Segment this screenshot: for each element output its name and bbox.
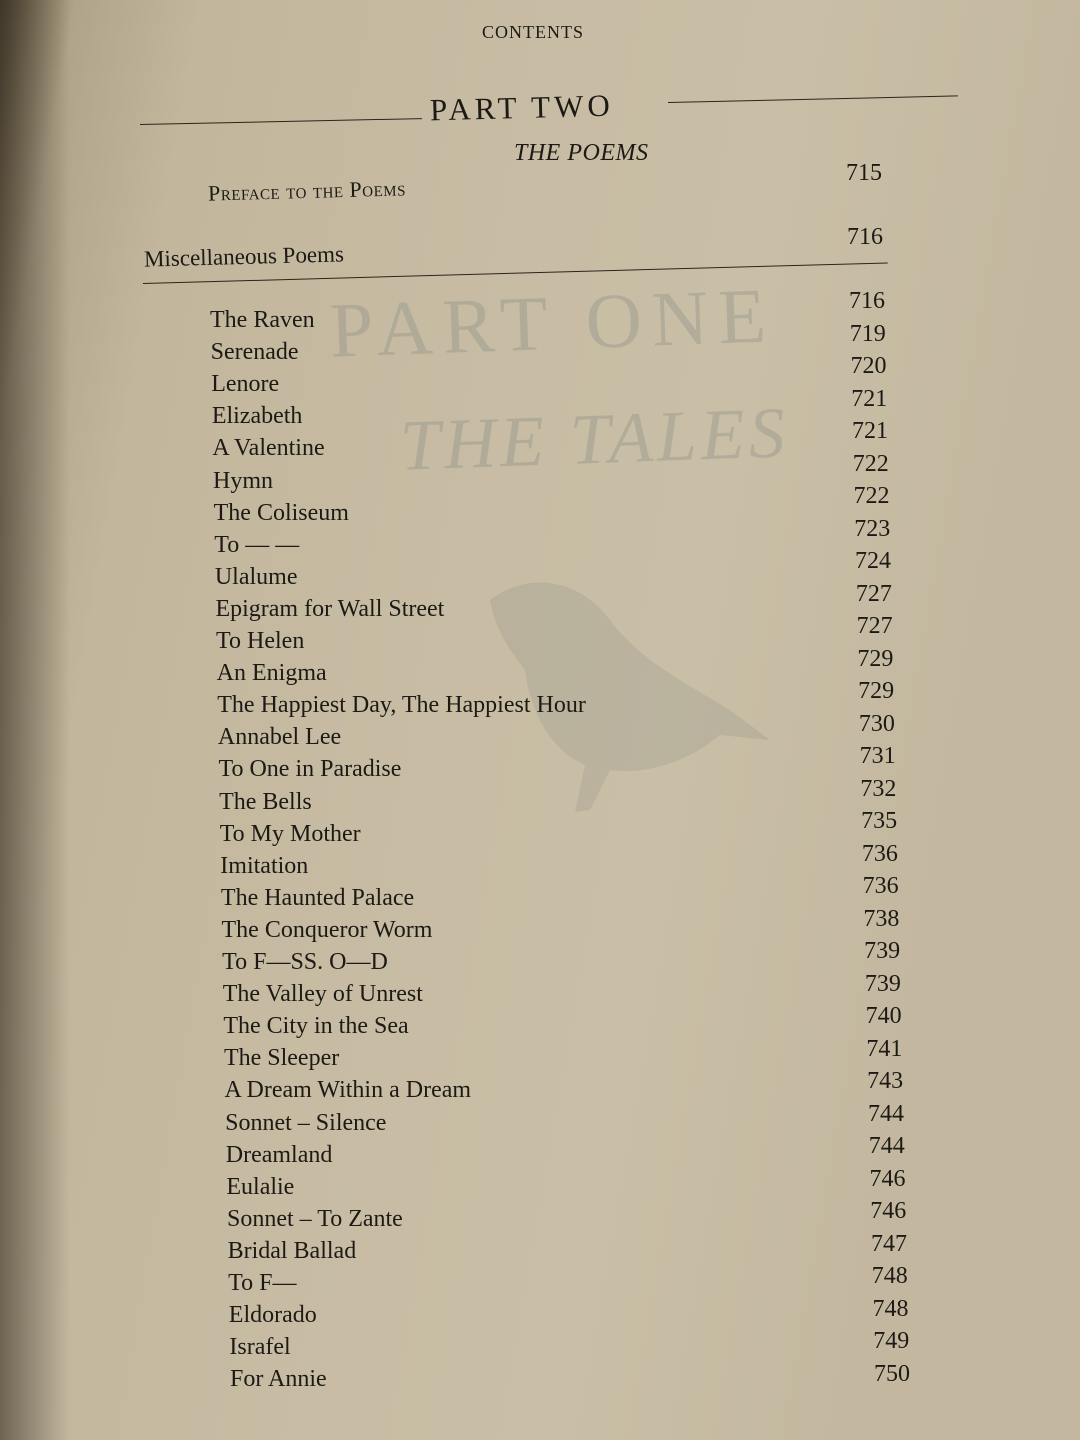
toc-entry-title: To My Mother	[219, 820, 361, 847]
toc-entry-title: To One in Paradise	[218, 756, 402, 783]
show-through-part-title: PART ONE	[328, 271, 778, 374]
toc-entry-page: 739	[864, 970, 901, 997]
part-rule-right	[668, 95, 958, 103]
toc-entry-title: Epigram for Wall Street	[215, 595, 445, 622]
toc-entry-page: 746	[870, 1198, 907, 1224]
toc-entry-page: 721	[852, 418, 889, 444]
toc-entry-page: 729	[858, 678, 895, 704]
toc-entry-title: The Coliseum	[213, 499, 349, 526]
toc-entry-page: 748	[871, 1263, 908, 1289]
section-heading: Miscellaneous Poems	[143, 241, 345, 272]
toc-entry-page: 747	[870, 1230, 907, 1257]
toc-entry-title: Elizabeth	[211, 403, 303, 430]
toc-entry-page: 741	[866, 1035, 903, 1062]
show-through-subtitle: THE TALES	[398, 392, 790, 486]
toc-entry-title: The Raven	[210, 307, 315, 333]
toc-entry-page: 722	[852, 450, 889, 477]
running-header: CONTENTS	[482, 22, 584, 42]
toc-entry-page: 746	[869, 1165, 906, 1192]
toc-entry-title: The Bells	[219, 788, 312, 815]
toc-entry-page: 743	[867, 1068, 904, 1094]
toc-entry-page: 727	[855, 580, 892, 607]
toc-entry-page: 722	[853, 483, 890, 509]
toc-entry-page: 721	[851, 385, 888, 412]
toc-entry-page: 729	[857, 645, 894, 672]
part-title: PART TWO	[429, 87, 615, 128]
toc-entry-title: Imitation	[220, 852, 309, 879]
toc-entry-page: 736	[861, 840, 898, 867]
toc-entry-title: Sonnet – To Zante	[226, 1205, 403, 1232]
toc-entry-page: 740	[865, 1003, 902, 1029]
toc-entry-title: Annabel Lee	[217, 724, 342, 751]
toc-entry-title: A Valentine	[212, 435, 325, 462]
toc-entry-title: The Valley of Unrest	[222, 981, 423, 1008]
toc-entry-title: Hymn	[213, 467, 274, 494]
toc-entry-page: 735	[861, 808, 898, 834]
toc-entry-title: Serenade	[210, 339, 299, 366]
toc-entry-title: To F—	[228, 1270, 297, 1296]
toc-entry-page: 723	[854, 515, 891, 542]
section-page: 716	[847, 224, 883, 250]
toc-entry-page: 730	[858, 710, 895, 737]
preface-entry-title: Preface to the Poems	[207, 175, 407, 206]
toc-entry-page: 750	[874, 1360, 910, 1387]
toc-entry-page: 749	[873, 1328, 910, 1354]
part-subtitle: THE POEMS	[514, 140, 649, 166]
toc-entry-title: Israfel	[229, 1334, 291, 1361]
toc-entry-page: 720	[850, 353, 887, 379]
toc-entry-title: The City in the Sea	[223, 1013, 409, 1040]
toc-entry-page: 744	[867, 1100, 904, 1127]
raven-show-through-icon	[470, 560, 790, 820]
toc-entry-page: 738	[863, 905, 900, 932]
preface-entry-page: 715	[846, 160, 882, 186]
toc-entry-title: To Helen	[216, 628, 305, 654]
toc-entry-title: An Enigma	[216, 660, 327, 687]
toc-entry-page: 732	[860, 775, 897, 802]
toc-entry-title: To — —	[214, 531, 300, 558]
toc-entry-title: Eulalie	[226, 1173, 295, 1200]
toc-entry-title: Bridal Ballad	[227, 1237, 357, 1264]
toc-entry-page: 724	[855, 548, 892, 574]
toc-entry-page: 716	[849, 288, 885, 314]
toc-entry-title: Sonnet – Silence	[225, 1109, 387, 1136]
toc-entry-title: The Conqueror Worm	[221, 916, 433, 943]
toc-entry-page: 744	[868, 1133, 905, 1159]
toc-entry-page: 748	[872, 1295, 909, 1322]
toc-entry-title: Dreamland	[225, 1141, 333, 1168]
toc-entry-title: A Dream Within a Dream	[224, 1077, 472, 1104]
toc-entry-title: Ulalume	[214, 563, 298, 590]
toc-entry-title: Lenore	[211, 371, 280, 398]
toc-entry-title: The Haunted Palace	[220, 884, 415, 911]
toc-entry-page: 736	[862, 873, 899, 899]
toc-entry-title: The Sleeper	[223, 1045, 340, 1072]
toc-entry-page: 731	[859, 743, 896, 769]
toc-entry-page: 727	[856, 613, 893, 639]
toc-entry-title: For Annie	[230, 1366, 327, 1393]
toc-entry-page: 719	[849, 320, 886, 347]
toc-entry-title: To F—SS. O—D	[222, 949, 388, 975]
toc-entry-page: 739	[864, 938, 901, 964]
gutter-shadow	[0, 0, 70, 1440]
toc-entry-title: The Happiest Day, The Happiest Hour	[217, 692, 586, 719]
toc-entry-title: Eldorado	[228, 1302, 317, 1329]
part-rule-left	[140, 118, 422, 125]
